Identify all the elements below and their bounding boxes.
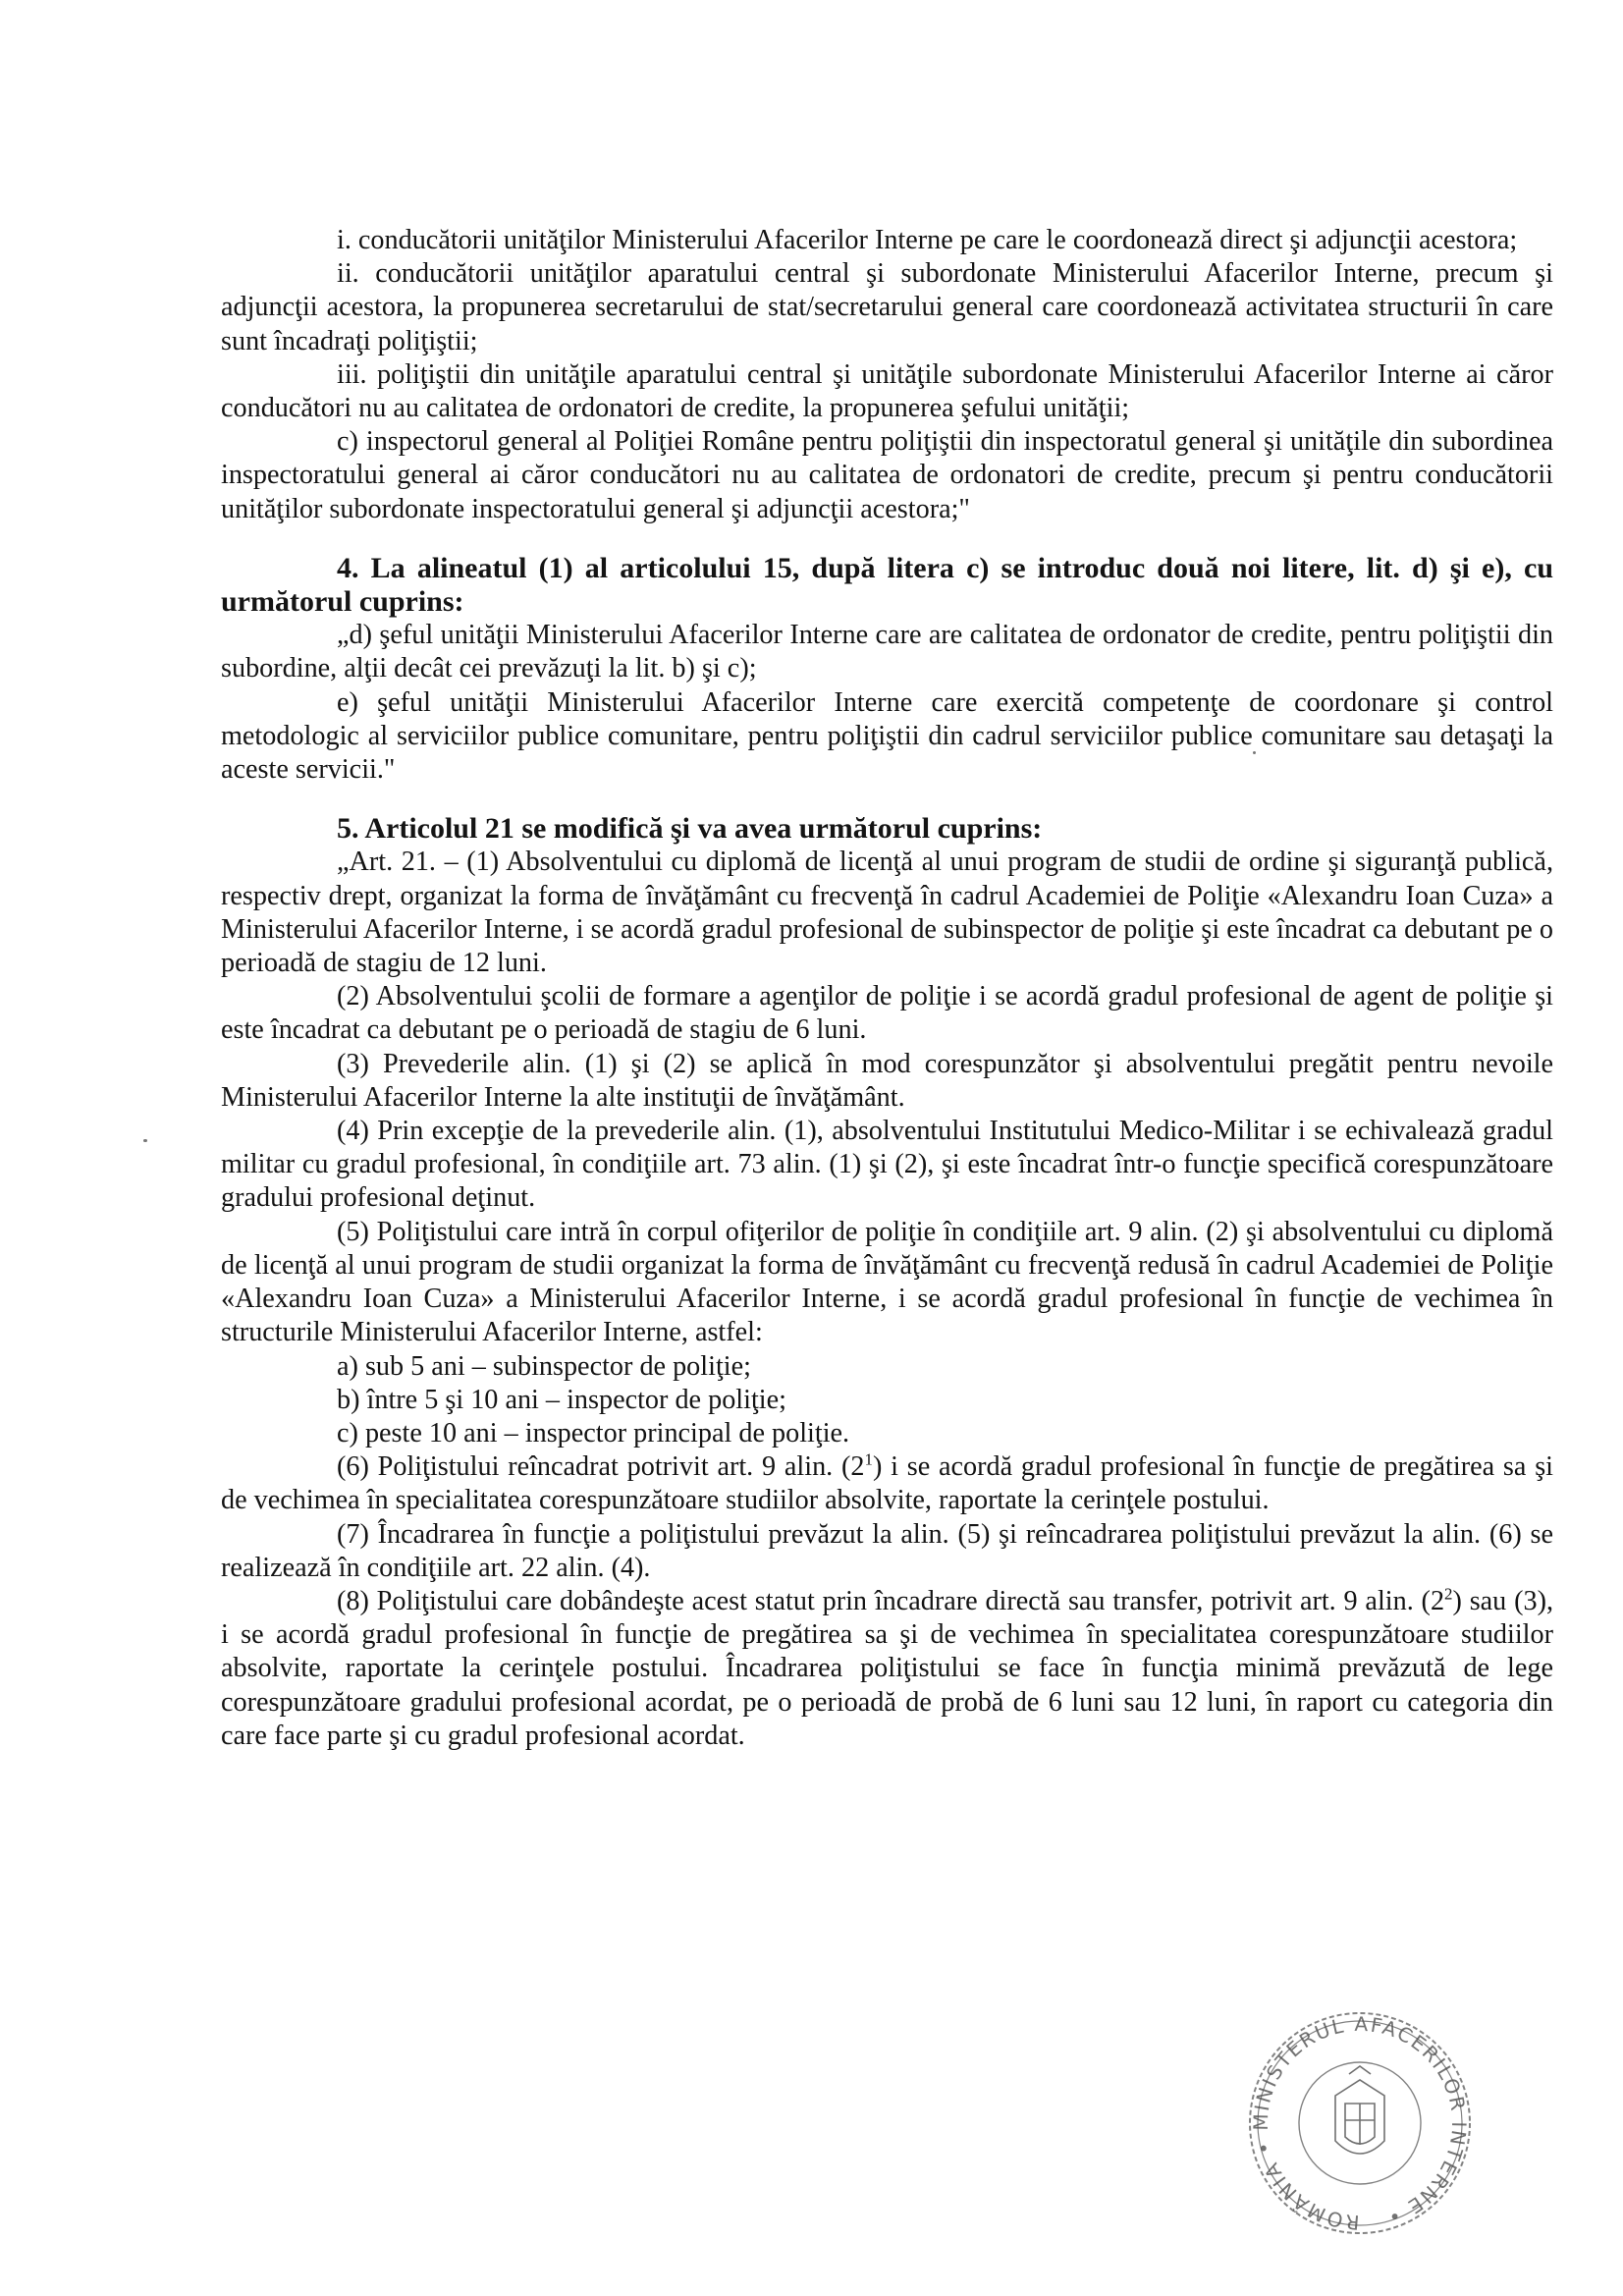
official-stamp bbox=[1225, 2005, 1495, 2241]
art21-alin-7: (7) Încadrarea în funcţie a poliţistului prevăzut la alin. (5) şi reîncadrarea poliţistului prevăzut la alin. (6) se realizează în condiţiile art. 22 alin. (4). bbox=[221, 1518, 1553, 1583]
paragraph-i: i. conducătorii unităţilor Ministerului Afacerilor Interne pe care le coordonează direct şi adjuncţii acestora; bbox=[337, 225, 1518, 255]
heading-point-5: 5. Articolul 21 se modifică şi va avea următorul cuprins: bbox=[337, 812, 1043, 846]
paragraph-d: „d) şeful unităţii Ministerului Afacerilor Interne care are calitatea de ordonator de credite, pentru poliţiştii din subordine, alţii decât cei prevăzuţi la lit. b) şi c); bbox=[221, 620, 1553, 684]
text-run: ) i se acordă gradul profesional în funcţie de pregătirea sa şi de vechimea în specialitatea corespunzătoare studiilor absolvite, raportate la cerinţele postului. bbox=[221, 1451, 1553, 1516]
text-run: (8) Poliţistului care dobândeşte acest statut prin încadrare directă sau transfer, potrivit art. 9 alin. (2 bbox=[337, 1585, 1445, 1616]
art21-alin-8 bbox=[221, 1585, 1553, 1753]
heading-point-4: 4. La alineatul (1) al articolului 15, după litera c) se introduc două noi litere, lit. d) şi e), cu următorul cuprins: bbox=[221, 551, 1553, 619]
paragraph-c: c) inspectorul general al Poliţiei Române pentru poliţiştii din inspectoratul general şi unităţile din subordinea inspectoratului general ai căror conducători nu au calitatea de ordonatori de credite, precum şi pentru conducătorii unităţilor subordonate inspectoratului general şi adjuncţii acestora;" bbox=[221, 426, 1553, 524]
art21-alin-5-b: b) între 5 şi 10 ani – inspector de poliţie; bbox=[337, 1384, 786, 1415]
stamp-text: ROMÂNIA • MINISTERUL AFACERILOR INTERNE • bbox=[1248, 2011, 1472, 2235]
text-run: (6) Poliţistului reîncadrat potrivit art. 9 alin. (2 bbox=[337, 1451, 865, 1483]
art21-alin-5-a: a) sub 5 ani – subinspector de poliţie; bbox=[337, 1350, 751, 1382]
art21-alin-6 bbox=[221, 1450, 1553, 1517]
paragraph-e: e) şeful unităţii Ministerului Afacerilor Interne care exercită competenţe de coordonare şi control metodologic al serviciilor publice comunitare, pentru poliţiştii din cadrul serviciilor publice comunitare sau detaşaţi la aceste servicii." bbox=[221, 686, 1553, 786]
spacer bbox=[221, 526, 1553, 552]
superscript: 2 bbox=[1444, 1584, 1453, 1604]
art21-alin-5: (5) Poliţistului care intră în corpul ofiţerilor de poliţie în condiţiile art. 9 alin. (2) şi absolventului cu diplomă de licenţă al unui program de studii organizat la forma de învăţământ cu frecvenţă redusă în cadrul Academiei de Poliţie «Alexandru Ioan Cuza» a Ministerului Afacerilor Interne, i se acordă gradul profesional în funcţie de vechimea în structurile Ministerului Afacerilor Interne, astfel: bbox=[221, 1216, 1553, 1348]
paragraph-iii: iii. poliţiştii din unităţile aparatului central şi unităţile subordonate Ministerului Afacerilor Interne ai căror conducători nu au calitatea de ordonatori de credite, la propunerea şefului unităţii; bbox=[221, 358, 1553, 424]
paragraph-ii: ii. conducătorii unităţilor aparatului central şi subordonate Ministerului Afacerilor Interne, precum şi adjuncţii acestora, la propunerea secretarului de stat/secretarului general care coordonează activitatea structurii în care sunt încadraţi poliţiştii; bbox=[221, 258, 1553, 356]
art21-alin-1: „Art. 21. – (1) Absolventului cu diplomă de licenţă al unui program de studii de ordine şi siguranţă publică, respectiv drept, organizat la forma de învăţământ cu frecvenţă în cadrul Academiei de Poliţie «Alexandru Ioan Cuza» a Ministerului Afacerilor Interne, i se acordă gradul profesional de subinspector de poliţie şi este încadrat ca debutant pe o perioadă de stagiu de 12 luni. bbox=[221, 847, 1553, 979]
superscript: 1 bbox=[864, 1449, 873, 1469]
document-body bbox=[221, 224, 1553, 1753]
art21-alin-4: (4) Prin excepţie de la prevederile alin. (1), absolventului Institutului Medico-Militar i se echivalează gradul militar cu gradul profesional, în condiţiile art. 73 alin. (1) şi (2), şi este încadrat într-o funcţie specifică corespunzătoare gradului profesional deţinut. bbox=[221, 1116, 1553, 1214]
text-run: ) sau (3), i se acordă gradul profesional în funcţie de pregătirea sa şi de vechimea în specialitatea corespunzătoare studiilor absolvite, raportate la cerinţele postului. Încadrarea poliţistului se face în funcţia minimă prevăzută de lege corespunzătoare gradului profesional acordat, pe o perioadă de probă de 6 luni sau 12 luni, în raport cu categoria din care face parte şi cu gradul profesional acordat. bbox=[221, 1585, 1553, 1751]
scan-speck bbox=[143, 1139, 147, 1142]
coat-of-arms-icon bbox=[1335, 2066, 1384, 2154]
art21-alin-2: (2) Absolventului şcolii de formare a agenţilor de poliţie i se acordă gradul profesional de agent de poliţie şi este încadrat ca debutant pe o perioadă de stagiu de 6 luni. bbox=[221, 981, 1553, 1046]
spacer bbox=[221, 787, 1553, 812]
art21-alin-5-c: c) peste 10 ani – inspector principal de poliţie. bbox=[337, 1417, 850, 1449]
art21-alin-3: (3) Prevederile alin. (1) şi (2) se aplică în mod corespunzător şi absolventului pregătit pentru nevoile Ministerului Afacerilor Interne la alte instituţii de învăţământ. bbox=[221, 1048, 1553, 1113]
